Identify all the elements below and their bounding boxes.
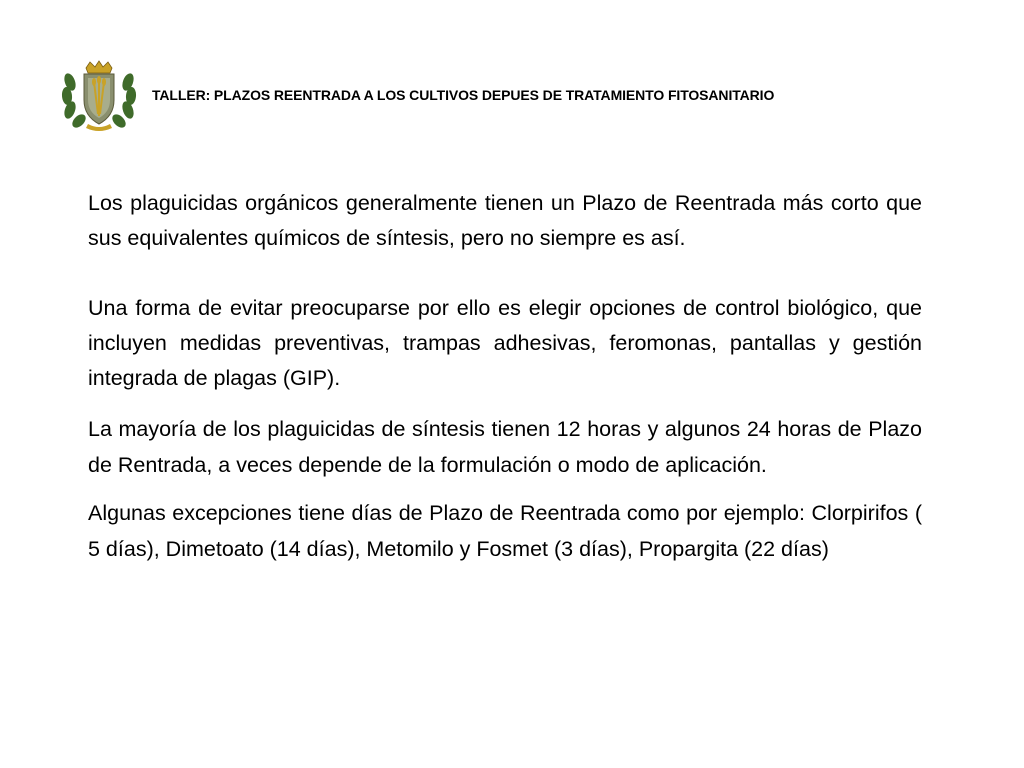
- paragraph: Algunas excepciones tiene días de Plazo de Reentrada como por ejemplo: Clorpirifos ( 5 días), Dimetoato (14 días), Metomilo y Fosmet (3 días), Propargita (22 días): [88, 501, 922, 561]
- paragraph: Una forma de evitar preocuparse por ello es elegir opciones de control biológico, que incluyen medidas preventivas, trampas adhesivas, feromonas, pantallas y gestión integrada de plagas (GIP).: [88, 296, 922, 390]
- paragraph: Los plaguicidas orgánicos generalmente tienen un Plazo de Reentrada más corto que sus equivalentes químicos de síntesis, pero no siempre es así.: [88, 191, 922, 250]
- crest-emblem-icon: [60, 60, 138, 132]
- paragraph: La mayoría de los plaguicidas de síntesis tienen 12 horas y algunos 24 horas de Plazo de Rentrada, a veces depende de la formulación o modo de aplicación.: [88, 417, 922, 477]
- slide-body: [88, 186, 922, 567]
- page-title: TALLER: PLAZOS REENTRADA A LOS CULTIVOS DEPUES DE TRATAMIENTO FITOSANITARIO: [152, 87, 775, 103]
